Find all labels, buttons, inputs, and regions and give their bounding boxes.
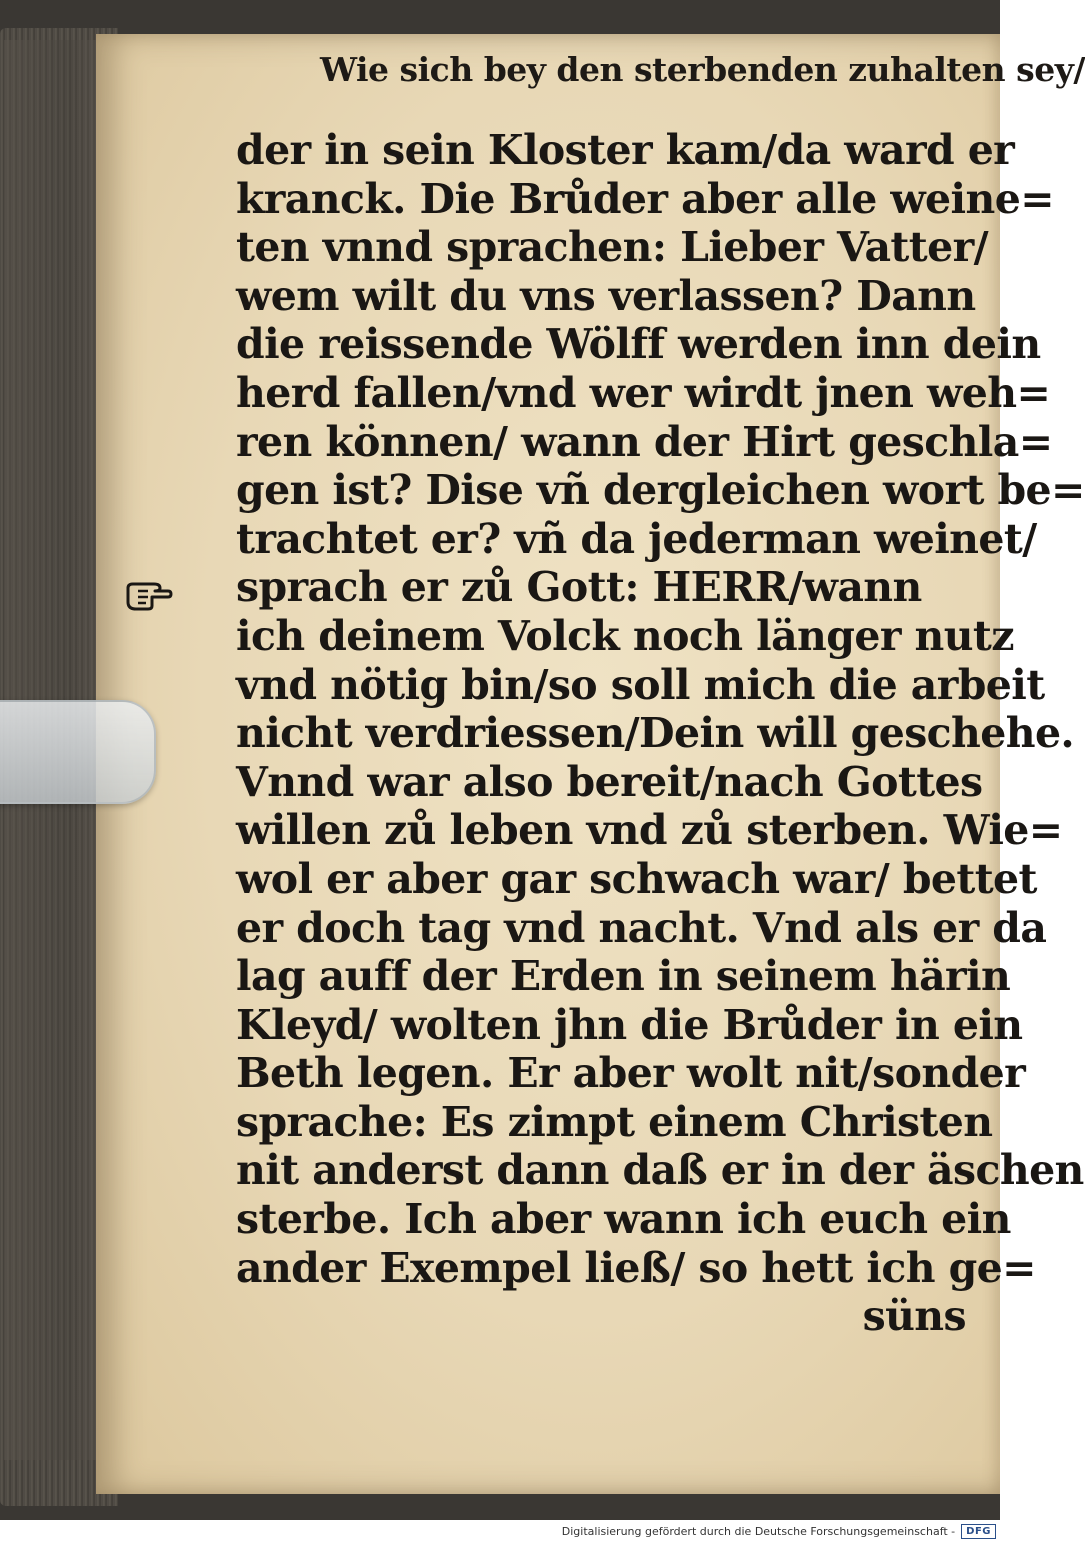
text-line: er doch tag vnd nacht. Vnd als er da — [236, 903, 1047, 952]
dfg-logo: DFG — [961, 1524, 996, 1539]
pointing-hand-icon — [124, 578, 172, 612]
text-line: willen zů leben vnd zů sterben. Wie= — [236, 806, 1063, 855]
text-line: trachtet er? vñ da jederman weinet/ — [236, 514, 1037, 563]
text-line: die reissende Wölff werden inn dein — [236, 320, 1041, 369]
text-line: Beth legen. Er aber wolt nit/sonder — [236, 1049, 1026, 1098]
text-line: wol er aber gar schwach war/ bettet — [236, 854, 1037, 903]
text-line: sprach er zů Gott: HERR/wann — [236, 563, 922, 612]
text-line: lag auff der Erden in seinem härin — [236, 952, 1011, 1001]
catchword: süns — [862, 1292, 966, 1341]
text-line: Kleyd/ wolten jhn die Brůder in ein — [236, 1000, 1023, 1049]
text-line: ten vnnd sprachen: Lieber Vatter/ — [236, 223, 988, 272]
text-line: vnd nötig bin/so soll mich die arbeit — [236, 660, 1045, 709]
text-line: Vnnd war also bereit/nach Gottes — [236, 757, 983, 806]
text-line: der in sein Kloster kam/da ward er — [236, 126, 1015, 174]
text-line: wem wilt du vns verlassen? Dann — [236, 271, 976, 320]
text-line: sprache: Es zimpt einem Christen — [236, 1097, 993, 1146]
text-line: kranck. Die Brůder aber alle weine= — [236, 174, 1054, 223]
text-line: gen ist? Dise vñ dergleichen wort be= — [236, 466, 1085, 515]
text-line: herd fallen/vnd wer wirdt jnen weh= — [236, 368, 1051, 417]
text-line: nicht verdriessen/Dein will geschehe. — [236, 709, 1075, 758]
text-line: nit anderst dann daß er in der äschen — [236, 1146, 1084, 1195]
footer-credit — [562, 1522, 996, 1540]
text-block — [236, 126, 1085, 1341]
page-clip-tab — [0, 700, 156, 804]
footer-credit-text: Digitalisierung gefördert durch die Deutsche Forschungsgemeinschaft - — [561, 1524, 956, 1538]
text-line: ren können/ wann der Hirt geschla= — [236, 417, 1053, 466]
text-line: sterbe. Ich aber wann ich euch ein — [236, 1195, 1011, 1244]
running-head: Wie sich bey den sterbenden zuhalten sey/ — [320, 50, 1085, 89]
text-line: ander Exempel ließ/ so hett ich ge= — [236, 1243, 1036, 1292]
text-line: ich deinem Volck noch länger nutz — [236, 611, 1014, 660]
